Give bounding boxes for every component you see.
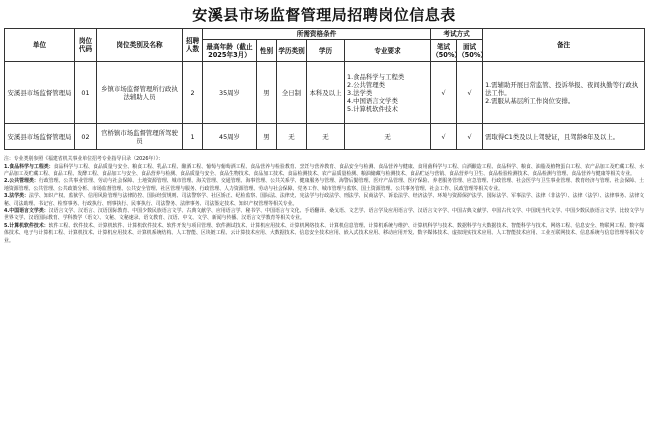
cell-age: 45周岁: [203, 124, 257, 150]
header-gender: 性别: [257, 40, 277, 62]
notes-item-label: 2.公共管理类：: [4, 178, 39, 185]
cell-edu-type: 全日制: [277, 62, 307, 124]
notes-item: [4, 178, 644, 193]
header-major: 专业要求: [345, 40, 431, 62]
notes-item-text: 法学、知识产权、监狱学、信用风险管理与法律防控、国际经贸规则、司法警察学、社区矫正、纪检监察、国际法、法律史、宪法学与行政法学、刑法学、民商法学、诉讼法学、经济法学、环境与资源保护法学、国际法学、军事法学、法律（非法学）、法律（法学）、法律事务、法律文秘、司法助理、书记官、检察事务、行政执行、刑事执行、民事执行、司法警务、法律事务、司法鉴定技术、知识产权管理等相关专业。: [4, 193, 645, 207]
cell-majors: [345, 62, 431, 124]
major-item: 5.计算机软件技术: [347, 104, 398, 113]
cell-age: 35周岁: [203, 62, 257, 124]
cell-interview: √: [457, 62, 483, 124]
cell-majors: 无: [345, 124, 431, 150]
cell-remark: [483, 124, 645, 150]
header-age: 最高年龄（截止2025年3月）: [203, 40, 257, 62]
cell-edu-type: 无: [277, 124, 307, 150]
remark-line: 1.需辅助开展日常监管、投诉举报、夜间执勤等行政执法工作。: [485, 80, 639, 97]
notes-item: [4, 208, 644, 223]
cell-written: √: [431, 62, 457, 124]
cell-written: √: [431, 124, 457, 150]
header-interview: 面试（50%）: [457, 40, 483, 62]
table-row: [5, 124, 645, 150]
cell-remark: [483, 62, 645, 124]
cell-post: 官桥镇市场监督管理所驾驶员: [97, 124, 183, 150]
header-exam: 考试方式: [431, 29, 483, 40]
notes-intro: 注：专业类别参照《福建省机关事业单位招考专业指导目录（2026年）》：: [4, 156, 164, 163]
notes-item-text: 软件工程、软件技术、计算机软件、计算机软件技术、软件开发与项目管理、软件测试技术、计算机应用技术、计算机网络技术、计算机信息管理、计算机系统与维护、计算机科学与技术、数据科学与大数据技术、智能科学与技术、网络工程、信息安全、物联网工程、数字媒体技术、电子与计算机工程、计算机技术、计算机应用技术、计算机系统结构、人工智能、区块链工程、云计算技术应用、大数据技术、信息安全技术应用、嵌入式技术应用、移动应用开发、数字媒体技术、虚拟现实技术应用、人工智能技术应用、工业互联网技术、信息系统与信息管理等相关专业。: [4, 222, 644, 244]
cell-post: 乡镇市场监督管理所行政执法辅助人员: [97, 62, 183, 124]
remark-line: 需取得C1类及以上驾驶证，且驾龄8年及以上。: [485, 132, 620, 141]
header-post-type: 岗位类别及名称: [97, 29, 183, 62]
cell-interview: √: [457, 124, 483, 150]
table-row: [5, 62, 645, 124]
notes-item-label: 3.法学类：: [4, 193, 29, 200]
notes-item-label: 4.中国语言文学类：: [4, 208, 49, 215]
header-edu: 学历: [307, 40, 345, 62]
cell-edu: 本科及以上: [307, 62, 345, 124]
major-item: 3.法学类: [347, 88, 373, 97]
notes-section: [4, 156, 644, 420]
header-unit: 单位: [5, 29, 75, 62]
notes-item-label: 1.食品科学与工程类：: [4, 163, 54, 170]
notes-item-text: 汉语言文学、汉语言、汉语国际教育、中国少数民族语言文学、古典文献学、应用语言学、秘书学、中国语言与文化、手语翻译、桑戈语、文艺学、语言学及应用语言学、汉语言文字学、中国古典文献学、中国古代文学、中国现当代文学、中国少数民族语言文学、比较文学与世界文学、汉语国际教育、学科教学（语文）、文秘、文秘速录、语文教育、汉语、中文、文学、新闻与传播、汉语言文学教育等相关专业。: [4, 208, 644, 222]
cell-code: 01: [75, 62, 97, 124]
cell-count: 1: [183, 124, 203, 150]
major-item: 1.食品科学与工程类: [347, 72, 405, 81]
recruitment-table: [4, 28, 645, 150]
cell-unit: 安溪县市场监督管理局: [5, 62, 75, 124]
notes-item-label: 5.计算机软件技术：: [4, 222, 49, 229]
page-title: 安溪县市场监督管理局招聘岗位信息表: [192, 6, 456, 24]
cell-gender: 男: [257, 124, 277, 150]
cell-gender: 男: [257, 62, 277, 124]
notes-item-text: 行政管理、公共事业管理、劳动与社会保障、土地资源管理、城市管理、海关管理、交通管理、海事管理、公共关系学、健康服务与管理、海警后勤管理、医疗产品管理、医疗保险、养老服务管理、应急管理、行政管理、社会医学与卫生事业管理、教育经济与管理、社会保障、土地资源管理、公共管理、公共政策分析、市场监督管理、公共安全管理、社区管理与服务、行政管理、人力资源管理、劳动与社会保障、党务工作、城市管理与监察、国土资源管理、公共事务管理、社会工作、民政管理等相关专业。: [4, 178, 645, 192]
cell-unit: 安溪县市场监督管理局: [5, 124, 75, 150]
header-count: 招聘人数: [183, 29, 203, 62]
notes-item-text: 食品科学与工程、食品质量与安全、粮食工程、乳品工程、酿酒工程、葡萄与葡萄酒工程、食品营养与检验教育、烹饪与营养教育、食品安全与检测、食品营养与健康、食用菌科学与工程、白酒酿造工程、食品科学、粮食、油脂及植物蛋白工程、农产品加工及贮藏工程、水产品加工及贮藏工程、食品工程、发酵工程、食品加工与安全、食品营养与检测、食品质量与安全、食品生物技术、食品加工技术、食品检测技术、农产品质量检测、粮油储藏与检测技术、食品贮运与营销、食品营养与卫生、食品检验检测技术、食品检测与管理、食品营养与健康等相关专业。: [4, 163, 644, 178]
notes-item: [4, 223, 644, 245]
remark-line: 2.需服从基层所工作岗位安排。: [485, 96, 575, 105]
header-remark: 备注: [483, 29, 645, 62]
notes-item: [4, 164, 644, 179]
header-post-code: 岗位代码: [75, 29, 97, 62]
cell-count: 2: [183, 62, 203, 124]
major-item: 2.公共管理类: [347, 80, 386, 89]
cell-edu: 无: [307, 124, 345, 150]
header-written: 笔试（50%）: [431, 40, 457, 62]
notes-item: [4, 193, 644, 208]
header-requirements: 所需资格条件: [203, 29, 431, 40]
header-edu-type: 学历类别: [277, 40, 307, 62]
major-item: 4.中国语言文学类: [347, 96, 398, 105]
cell-code: 02: [75, 124, 97, 150]
